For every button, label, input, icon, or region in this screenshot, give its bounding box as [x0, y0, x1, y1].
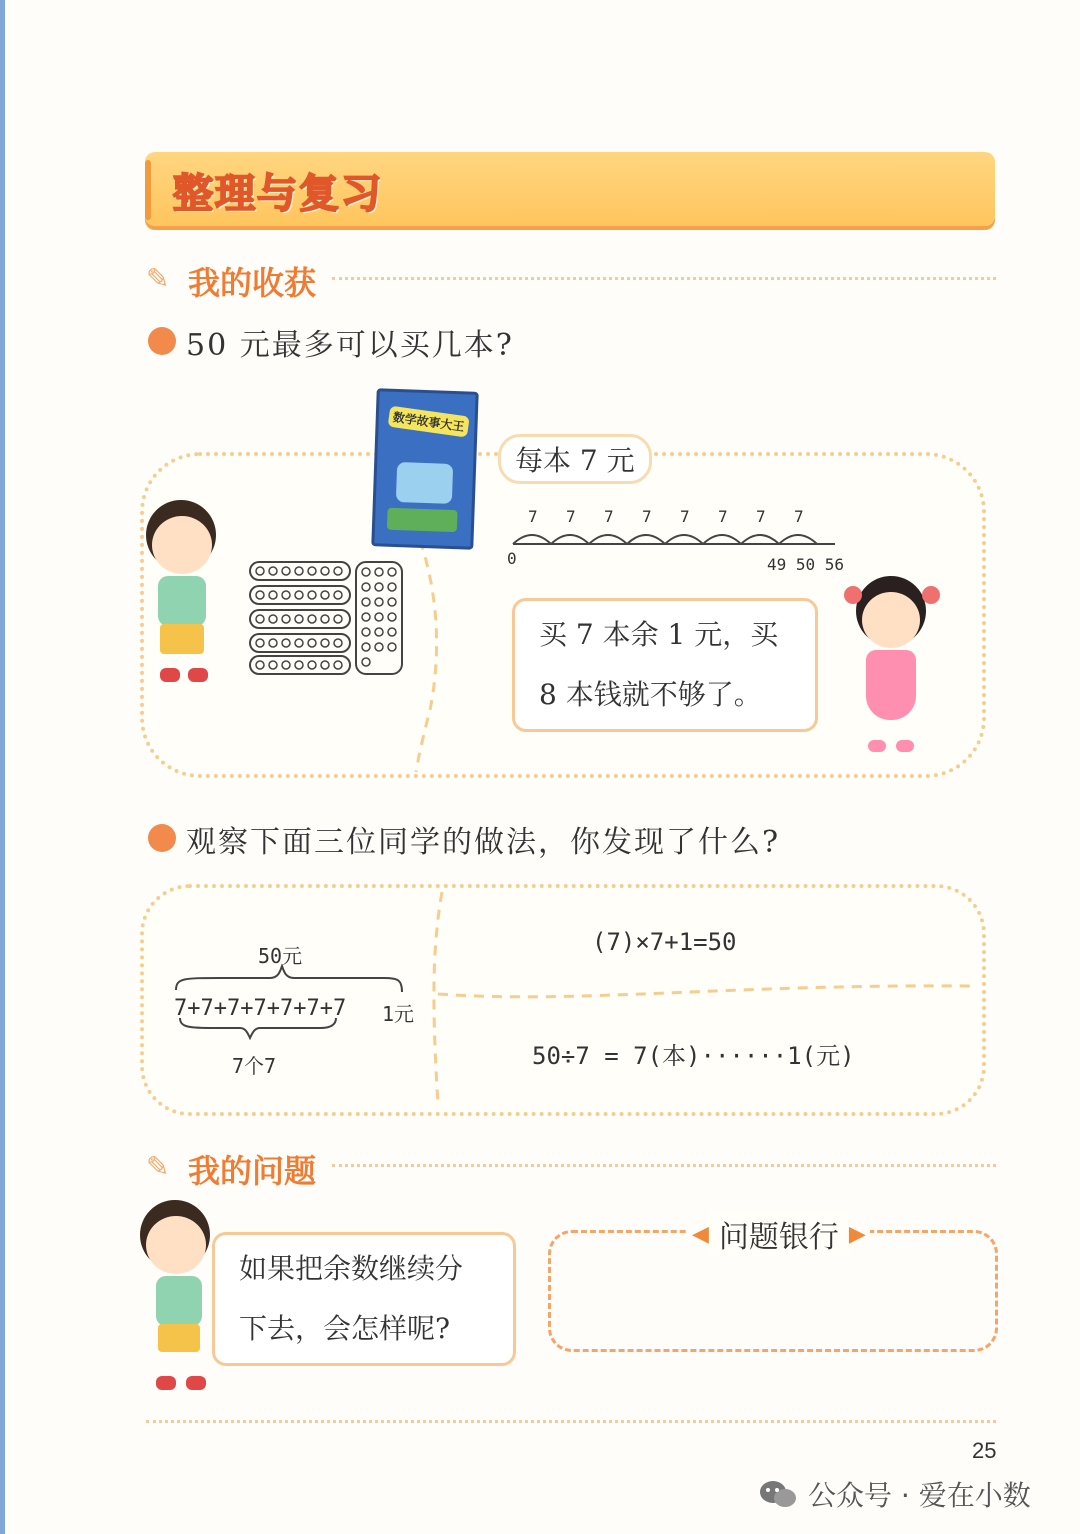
counter-dot — [388, 568, 396, 576]
boy-shoe — [188, 668, 208, 682]
number-line-jump-arc — [703, 535, 741, 544]
counter-dot — [282, 567, 290, 575]
counter-dot — [282, 591, 290, 599]
counter-dot — [321, 567, 329, 575]
boy-shoe — [160, 668, 180, 682]
counter-dot — [295, 567, 303, 575]
number-line-jump-arc — [513, 535, 551, 544]
counter-dot — [362, 613, 370, 621]
book-grass — [387, 508, 458, 532]
section-banner — [145, 152, 995, 226]
number-line-jump-label: 7 — [604, 507, 614, 526]
counter-dot — [362, 628, 370, 636]
right-triangle-icon: ▶ — [848, 1221, 866, 1247]
counter-dot — [334, 615, 342, 623]
method1-total: 50元 — [258, 944, 303, 968]
boy-face — [146, 1216, 206, 1274]
question-bank-header — [688, 1212, 870, 1256]
counter-dot — [308, 639, 316, 647]
counter-dot — [375, 568, 383, 576]
counter-dot — [334, 639, 342, 647]
boy-character — [138, 500, 248, 690]
counter-dot — [269, 615, 277, 623]
page-binding-edge — [0, 0, 5, 1534]
boy-bubble-line-1: 如果把余数继续分 — [239, 1252, 464, 1285]
counter-dot — [362, 658, 370, 666]
method1-remainder: 1元 — [382, 1002, 415, 1026]
counter-dot — [375, 598, 383, 606]
counter-dot — [295, 591, 303, 599]
section-heading-harvest: 我的收获 — [188, 264, 317, 302]
boy-shirt — [158, 576, 206, 626]
boy-shirt — [156, 1276, 202, 1326]
book-cover — [371, 388, 478, 549]
girl-character — [838, 572, 948, 762]
counter-dot — [282, 615, 290, 623]
page-title: 整理与复习 — [173, 171, 383, 217]
counter-dot — [308, 615, 316, 623]
page-number: 25 — [972, 1438, 997, 1463]
boy-shorts — [158, 1324, 200, 1352]
counter-dot — [375, 628, 383, 636]
number-line-start: 0 — [507, 549, 517, 568]
girl-face — [862, 592, 920, 648]
counter-dot — [375, 643, 383, 651]
counter-dot — [269, 567, 277, 575]
banner-stripe — [145, 160, 151, 220]
counter-dot — [388, 613, 396, 621]
girl-bubble-line-1: 买 7 本余 1 元，买 — [539, 618, 779, 651]
counter-dot — [362, 643, 370, 651]
counter-dot — [256, 615, 264, 623]
counter-dot — [388, 583, 396, 591]
counter-dot — [295, 639, 303, 647]
number-line — [505, 500, 845, 580]
number-line-jump-arc — [627, 535, 665, 544]
girl-hair-bow — [844, 586, 862, 604]
counter-dot — [256, 567, 264, 575]
book-title: 数学故事大王 — [388, 406, 470, 438]
counter-dot — [388, 598, 396, 606]
method1-count: 7个7 — [232, 1054, 277, 1078]
counter-dot — [334, 591, 342, 599]
counter-dot — [321, 591, 329, 599]
counter-dot — [256, 661, 264, 669]
question-2: 观察下面三位同学的做法，你发现了什么? — [186, 825, 781, 860]
boy-shoe — [186, 1376, 206, 1390]
girl-hair-bow — [922, 586, 940, 604]
counter-dot — [375, 583, 383, 591]
counter-dot — [308, 567, 316, 575]
frame-divider-curve — [410, 540, 450, 772]
counter-dot — [362, 568, 370, 576]
left-triangle-icon: ◀ — [692, 1221, 709, 1247]
number-line-jump-label: 7 — [756, 507, 766, 526]
bullet-icon — [148, 824, 176, 852]
number-line-jump-arc — [665, 535, 703, 544]
section-heading-questions: 我的问题 — [188, 1152, 317, 1190]
number-line-end-labels: 49 50 56 — [767, 555, 845, 574]
counter-dot — [334, 567, 342, 575]
watermark-text: 公众号 · 爱在小数 — [808, 1479, 1031, 1512]
counter-dot — [295, 661, 303, 669]
counter-dot — [269, 639, 277, 647]
girl-shoe — [868, 740, 886, 752]
methods-dividers — [428, 888, 988, 1108]
counter-dot — [321, 615, 329, 623]
pencil-icon: ✎ — [146, 262, 170, 295]
number-line-jump-arc — [779, 535, 817, 544]
counter-dot — [256, 591, 264, 599]
girl-dress — [866, 650, 916, 720]
counter-dot — [282, 639, 290, 647]
girl-bubble-line-2: 8 本钱就不够了。 — [539, 678, 762, 711]
counter-dot — [282, 661, 290, 669]
counter-dot — [321, 639, 329, 647]
girl-speech-bubble — [512, 598, 818, 732]
boy-bubble-line-2: 下去，会怎样呢? — [239, 1312, 451, 1345]
counter-dot — [388, 643, 396, 651]
number-line-jump-label: 7 — [680, 507, 690, 526]
counter-dot — [388, 628, 396, 636]
method1-expression: 7+7+7+7+7+7+7 — [174, 996, 347, 1021]
number-line-jump-arc — [741, 535, 779, 544]
number-line-jump-arc — [589, 535, 627, 544]
number-line-jump-label: 7 — [794, 507, 804, 526]
bullet-icon — [148, 327, 176, 355]
counter-dot — [308, 661, 316, 669]
counter-dot — [269, 661, 277, 669]
counter-dot — [362, 583, 370, 591]
dotted-divider — [332, 277, 996, 280]
counter-dot — [375, 613, 383, 621]
number-line-jump-label: 7 — [528, 507, 538, 526]
counter-dot — [321, 661, 329, 669]
wechat-icon — [758, 1478, 798, 1510]
price-tag: 每本 7 元 — [498, 434, 652, 484]
counter-dot — [334, 661, 342, 669]
counters-drawing — [248, 560, 408, 680]
number-line-jump-label: 7 — [566, 507, 576, 526]
method2-expression: (7)×7+1=50 — [592, 928, 737, 956]
boy-face — [152, 516, 212, 574]
counter-dot — [362, 598, 370, 606]
pencil-icon: ✎ — [146, 1150, 170, 1183]
girl-shoe — [896, 740, 914, 752]
boy-shoe — [156, 1376, 176, 1390]
question-1: 50 元最多可以买几本? — [186, 328, 514, 363]
dotted-divider — [332, 1164, 996, 1167]
watermark — [758, 1474, 1031, 1514]
number-line-jump-arc — [551, 535, 589, 544]
counter-dot — [269, 591, 277, 599]
counter-dot — [295, 615, 303, 623]
number-line-jump-label: 7 — [718, 507, 728, 526]
boy-speech-bubble — [212, 1232, 516, 1366]
counter-dot — [256, 639, 264, 647]
method3-expression: 50÷7 = 7(本)······1(元) — [532, 1042, 855, 1070]
book-illustration — [396, 462, 453, 504]
question-bank-label: 问题银行 — [709, 1212, 849, 1256]
bottom-dotted-divider — [146, 1420, 996, 1423]
counter-dot — [308, 591, 316, 599]
boy-shorts — [160, 624, 204, 654]
number-line-jump-label: 7 — [642, 507, 652, 526]
